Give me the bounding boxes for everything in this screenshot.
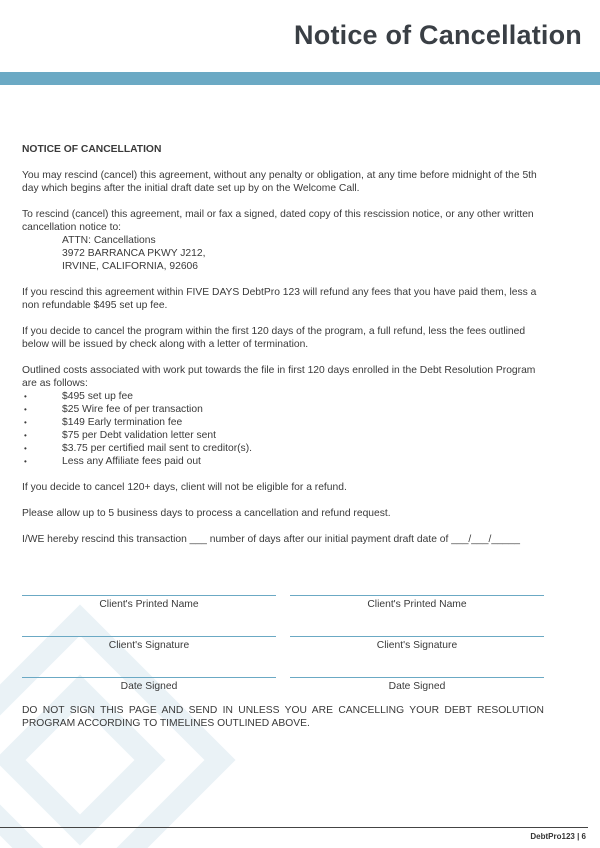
signature-label: Client's Signature <box>376 640 458 651</box>
signature-field-2[interactable] <box>290 636 544 657</box>
printed-name-field-2[interactable] <box>290 595 544 616</box>
processing-time-paragraph: Please allow up to 5 business days to process a cancellation and refund request. <box>22 508 391 519</box>
signature-field-1[interactable] <box>22 636 276 657</box>
address-line: ATTN: Cancellations <box>62 235 156 246</box>
rescind-statement: I/WE hereby rescind this transaction ___ number of days after our initial payment draft date of ___/___/_____ <box>22 534 520 545</box>
address-line: IRVINE, CALIFORNIA, 92606 <box>62 261 199 272</box>
outlined-costs-paragraph: Outlined costs associated with work put towards the file in first 120 days enrolled in the Debt Resolution Program are as follows: <box>22 365 536 389</box>
page-footer: DebtPro123 | 6 <box>530 832 586 841</box>
rescind-paragraph: You may rescind (cancel) this agreement, without any penalty or obligation, at any time before midnight of the 5th day which begins after the initial draft date set up by on the Welcome Call. <box>22 170 537 194</box>
signature-label: Date Signed <box>120 681 178 692</box>
fee-item: • $495 set up fee <box>22 390 550 403</box>
address-line: 3972 BARRANCA PKWY J212, <box>62 248 206 259</box>
signature-section <box>22 595 544 698</box>
signature-label: Client's Printed Name <box>99 599 199 610</box>
fee-item: • $75 per Debt validation letter sent <box>22 429 550 442</box>
120-day-refund-paragraph: If you decide to cancel the program within the first 120 days of the program, a full refund, less the fees outlined below will be issued by check along with a letter of termination. <box>22 326 526 350</box>
fee-item: • Less any Affiliate fees paid out <box>22 455 550 468</box>
fee-item: • $25 Wire fee of per transaction <box>22 403 550 416</box>
mailing-address <box>22 234 550 273</box>
disclaimer: DO NOT SIGN THIS PAGE AND SEND IN UNLESS YOU ARE CANCELLING YOUR DEBT RESOLUTION PROGRAM ACCORDING TO TIMELINES OUTLINED ABOVE. <box>22 705 544 729</box>
page-title: Notice of Cancellation <box>294 20 582 50</box>
five-day-refund-paragraph: If you rescind this agreement within FIVE DAYS DebtPro 123 will refund any fees that you have paid them, less a non refundable $495 set up fee. <box>22 287 537 311</box>
printed-name-field-1[interactable] <box>22 595 276 616</box>
signature-label: Client's Signature <box>108 640 190 651</box>
mail-instructions-paragraph: To rescind (cancel) this agreement, mail or fax a signed, dated copy of this rescission notice, or any other written cancellation notice to: <box>22 209 534 233</box>
signature-label: Date Signed <box>388 681 446 692</box>
notice-body <box>22 143 550 559</box>
no-refund-paragraph: If you decide to cancel 120+ days, client will not be eligible for a refund. <box>22 482 347 493</box>
signature-label: Client's Printed Name <box>367 599 467 610</box>
fee-item: • $149 Early termination fee <box>22 416 550 429</box>
date-field-1[interactable] <box>22 677 276 698</box>
notice-heading: NOTICE OF CANCELLATION <box>22 144 162 155</box>
fee-item: • $3.75 per certified mail sent to creditor(s). <box>22 442 550 455</box>
header-band <box>0 72 600 85</box>
date-field-2[interactable] <box>290 677 544 698</box>
fee-list <box>22 390 550 468</box>
footer-divider <box>0 827 588 828</box>
